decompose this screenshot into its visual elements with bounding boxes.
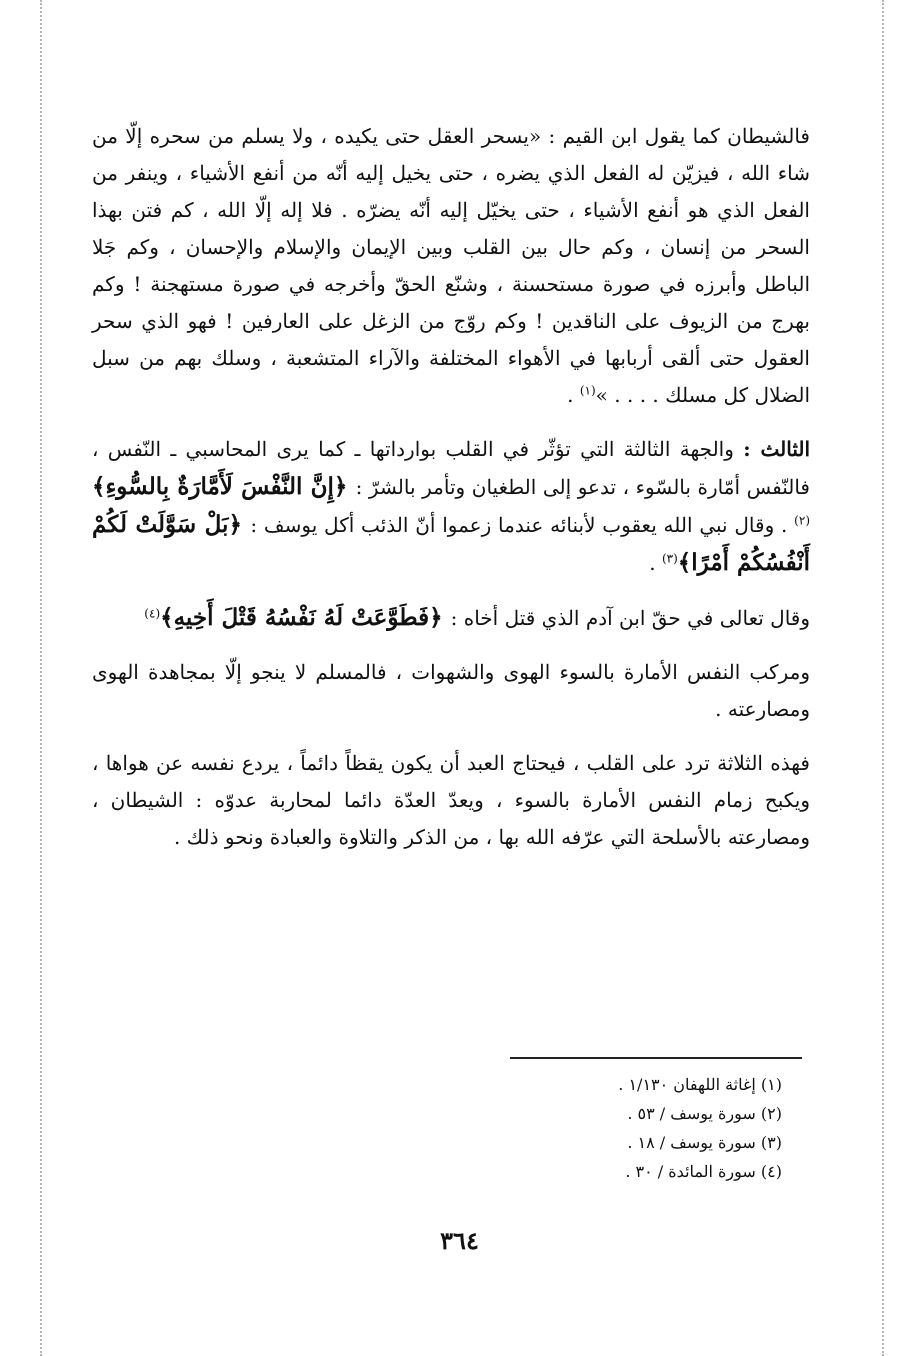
paragraph-end: . [649, 551, 662, 575]
quran-verse-yusuf-18: ﴿بَلْ سَوَّلَتْ لَكُمْ أَنْفُسُكُمْ أَمْرًا﴾ [92, 511, 810, 576]
right-dotted-margin [882, 0, 884, 1356]
footnote-4: (٤) سورة المائدة / ٣٠ . [625, 1162, 782, 1181]
paragraph-third-aspect [92, 431, 810, 582]
footnote-2: (٢) سورة يوسف / ٥٣ . [627, 1104, 782, 1123]
footnote-ref-1: (١) [579, 383, 596, 398]
quran-verse-maidah-30: ﴿فَطَوَّعَتْ لَهُ نَفْسُهُ قَتْلَ أَخِيهِ﴾ [160, 604, 451, 631]
footnote-ref-4: (٤) [144, 606, 161, 621]
page-number: ٣٦٤ [440, 1226, 479, 1255]
page-body [92, 118, 810, 856]
paragraph-text: ومركب النفس الأمارة بالسوء الهوى والشهوات ، فالمسلم لا ينجو إلّا بمجاهدة الهوى ومصارعته . [92, 660, 810, 721]
footnote-1: (١) إغاثة اللهفان ١/١٣٠ . [618, 1075, 782, 1094]
footnote-separator [510, 1057, 802, 1059]
paragraph-ibn-al-qayyim-quote [92, 118, 810, 414]
footnote-ref-2: (٢) [794, 513, 810, 528]
footnote-ref-3: (٣) [661, 551, 678, 566]
paragraph-text: وقال تعالى في حقّ ابن آدم الذي قتل أخاه : [450, 606, 810, 630]
quran-verse-yusuf-53: ﴿إِنَّ النَّفْسَ لَأَمَّارَةٌ بِالسُّوءِ﴾ [92, 473, 356, 500]
paragraph-ibn-adam [92, 599, 810, 637]
paragraph-text: فهذه الثلاثة ترد على القلب ، فيحتاج العبد أن يكون يقظاً دائماً ، يردع نفسه عن هواها ، ويكبح زمام النفس الأمارة بالسوء ، ويعدّ العدّة دائما لمحاربة عدوّه : الشيطان ، ومصارعته بالأسلحة التي عرّفه الله بها ، من الذكر والتلاوة والعبادة ونحو ذلك . [92, 751, 810, 849]
paragraph-nafs-vehicle [92, 654, 810, 728]
paragraph-end: . [567, 383, 580, 407]
paragraph-text: فالشيطان كما يقول ابن القيم : «يسحر العقل حتى يكيده ، ولا يسلم من سحره إلّا من شاء الله ، فيزيّن له الفعل الذي يضره ، حتى يخيل إليه أنّه من أنفع الأشياء ، وينفر من الفعل الذي هو أنفع الأشياء ، حتى يخيّل إليه أنّه يضرّه . فلا إله إلّا الله ، كم فتن بهذا السحر من إنسان ، وكم حال بين القلب وبين الإيمان والإسلام والإحسان ، وكم جَلا الباطل وأبرزه في صورة مستحسنة ، وشنّع الحقّ وأخرجه في صورة مستهجنة ! وكم بهرج من الزيوف على الناقدين ! وكم روّج من الزغل على العارفين ! فهو الذي سحر العقول حتى ألقى أربابها في الأهواء المختلفة والآراء المتشعبة ، وسلك بهم من سبل الضلال كل مسلك . . . . » [92, 124, 810, 407]
left-dotted-margin [40, 0, 42, 1356]
paragraph-three-forces [92, 745, 810, 856]
footnote-3: (٣) سورة يوسف / ١٨ . [627, 1133, 782, 1152]
paragraph-text: والجهة الثالثة التي تؤثّر في القلب بوارداتها ـ كما يرى المحاسبي ـ النّفس ، فالنّفس أمّارة بالسّوء ، تدعو إلى الطغيان وتأمر بالشرّ : [92, 437, 810, 499]
section-lead-word: الثالث : [743, 437, 811, 461]
paragraph-text: . وقال نبي الله يعقوب لأبنائه عندما زعموا أنّ الذئب أكل يوسف : [250, 513, 795, 537]
footnotes [470, 1070, 782, 1186]
